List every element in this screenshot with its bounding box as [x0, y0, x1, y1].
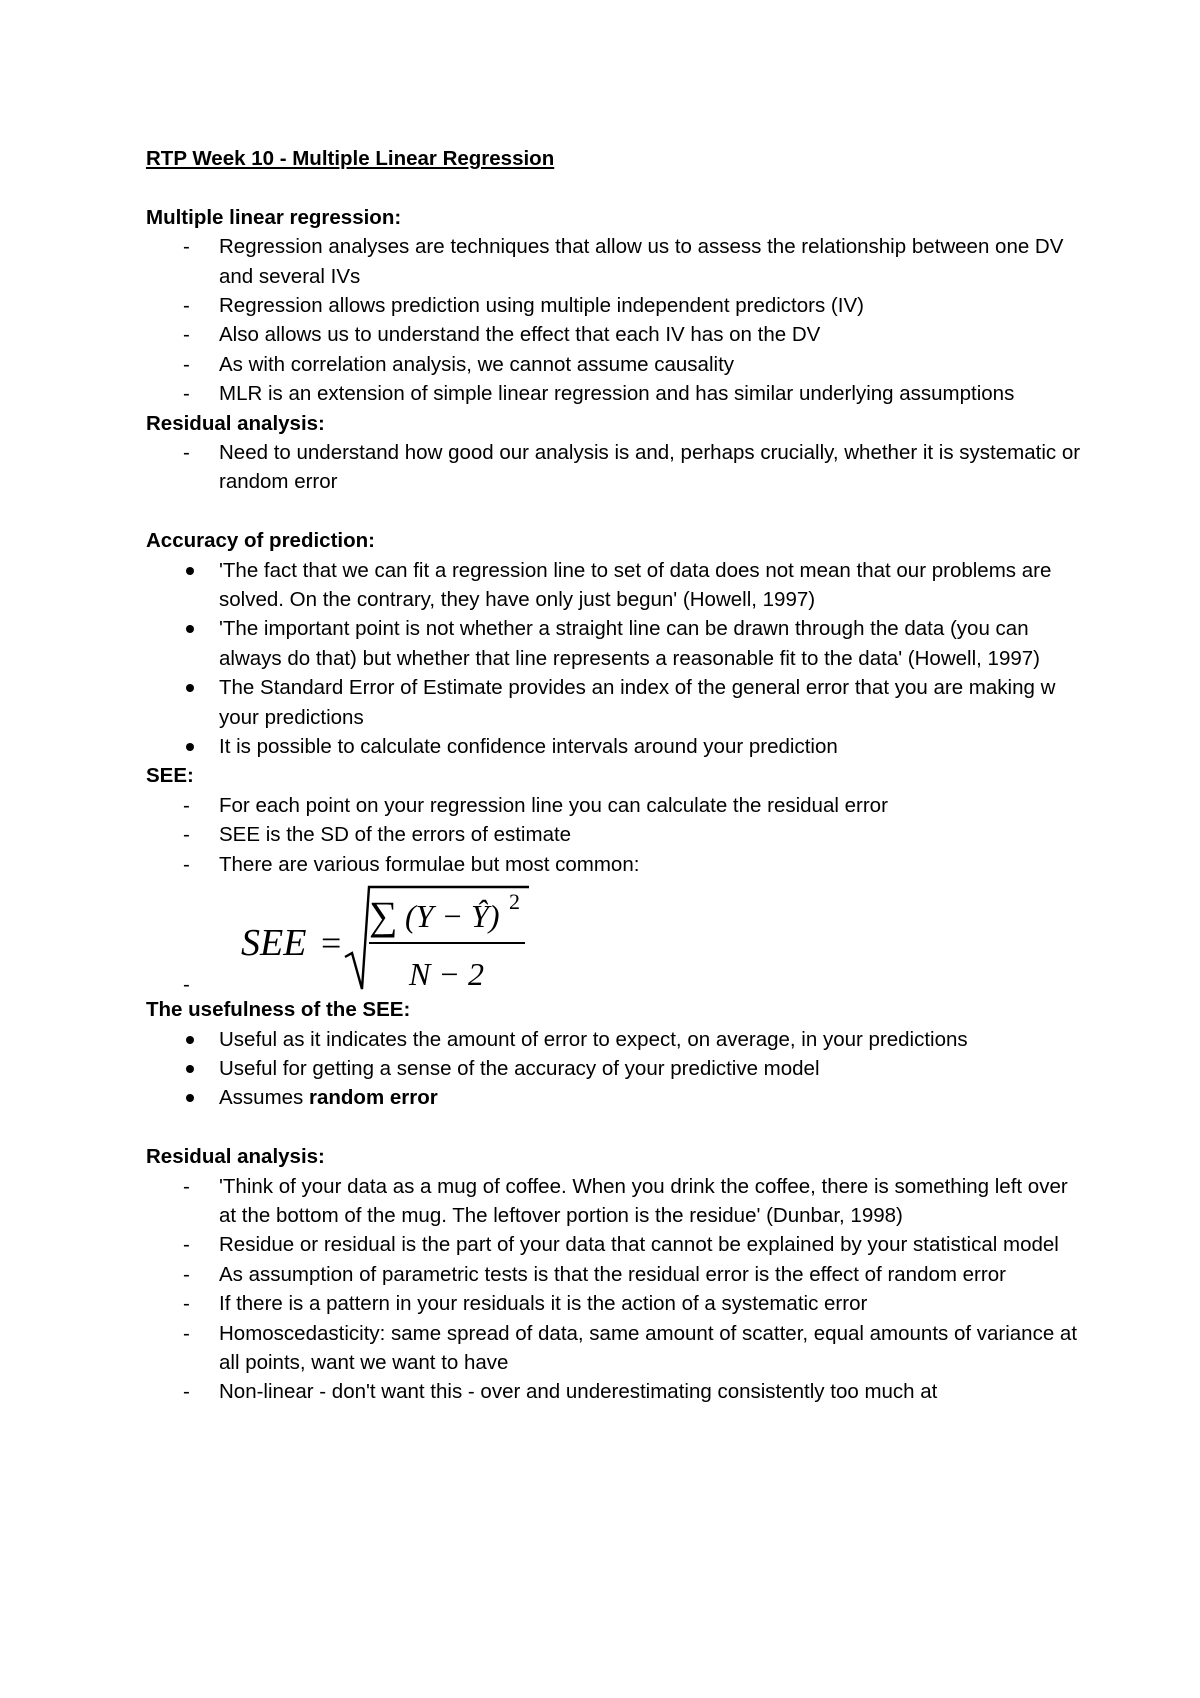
list-item: - As with correlation analysis, we cannot assume causality	[146, 350, 1086, 379]
list-item: - Need to understand how good our analysis is and, perhaps crucially, whether it is systematic or random error	[146, 438, 1086, 497]
dash-marker	[183, 379, 203, 408]
bullet-marker	[186, 684, 194, 692]
list-item: 'The fact that we can fit a regression line to set of data does not mean that our problems are solved. On the contrary, they have only just begun' (Howell, 1997)	[146, 556, 1086, 615]
list-item: - Regression allows prediction using multiple independent predictors (IV)	[146, 291, 1086, 320]
dash-marker	[183, 791, 203, 820]
list-see	[146, 791, 1086, 879]
dash-marker: -	[183, 972, 190, 996]
list-item: - If there is a pattern in your residuals it is the action of a systematic error	[146, 1289, 1086, 1318]
heading-see: SEE:	[146, 764, 194, 788]
dash-marker	[183, 350, 203, 379]
list-item: - MLR is an extension of simple linear regression and has similar underlying assumptions	[146, 379, 1086, 408]
list-item: - For each point on your regression line you can calculate the residual error	[146, 791, 1086, 820]
document-title: RTP Week 10 - Multiple Linear Regression	[146, 147, 555, 170]
formula-numerator: (Y − Ŷ)	[405, 898, 500, 935]
list-item: - As assumption of parametric tests is that the residual error is the effect of random error	[146, 1260, 1086, 1289]
dash-marker	[183, 320, 203, 349]
see-formula	[241, 883, 561, 993]
dash-marker	[183, 291, 203, 320]
list-mlr	[146, 232, 1086, 408]
list-item: - Also allows us to understand the effect that each IV has on the DV	[146, 320, 1086, 349]
list-item: Useful as it indicates the amount of error to expect, on average, in your predictions	[146, 1025, 1086, 1054]
list-item: 'The important point is not whether a straight line can be drawn through the data (you can always do that) but whether that line represents a reasonable fit to the data' (Howell, 1997)	[146, 614, 1086, 673]
dash-marker	[183, 438, 203, 467]
formula-sum: ∑	[369, 893, 398, 939]
heading-usefulness-of-see: The usefulness of the SEE:	[146, 998, 411, 1022]
bullet-marker	[186, 567, 194, 575]
list-item: - Non-linear - don't want this - over and underestimating consistently too much at	[146, 1377, 1086, 1406]
bullet-marker	[186, 1065, 194, 1073]
dash-marker	[183, 1377, 203, 1406]
heading-residual-analysis-1: Residual analysis:	[146, 411, 325, 435]
list-item: The Standard Error of Estimate provides an index of the general error that you are making w your predictions	[146, 673, 1086, 732]
formula-equals: =	[321, 923, 342, 964]
heading-residual-analysis-2: Residual analysis:	[146, 1145, 325, 1169]
bullet-marker	[186, 1036, 194, 1044]
list-item: It is possible to calculate confidence intervals around your prediction	[146, 732, 1086, 761]
list-usefulness	[146, 1025, 1086, 1113]
dash-marker	[183, 1289, 203, 1318]
heading-accuracy-of-prediction: Accuracy of prediction:	[146, 529, 375, 553]
dash-marker	[183, 232, 203, 261]
dash-marker	[183, 850, 203, 879]
list-residual-2	[146, 1172, 1086, 1407]
bold-text: random error	[309, 1086, 438, 1110]
list-item: Assumes random error	[146, 1083, 1086, 1112]
list-accuracy	[146, 556, 1086, 762]
formula-row	[146, 879, 1086, 995]
dash-marker	[183, 1172, 203, 1201]
formula-denominator: N − 2	[409, 956, 484, 993]
dash-marker	[183, 1230, 203, 1259]
dash-marker	[183, 1319, 203, 1348]
list-item: - SEE is the SD of the errors of estimate	[146, 820, 1086, 849]
list-item: - 'Think of your data as a mug of coffee. When you drink the coffee, there is something left over at the bottom of the mug. The leftover portion is the residue' (Dunbar, 1998)	[146, 1172, 1086, 1231]
dash-marker	[183, 820, 203, 849]
list-item: - Residue or residual is the part of your data that cannot be explained by your statistical model	[146, 1230, 1086, 1259]
formula-exponent: 2	[509, 889, 520, 915]
formula-lhs: SEE	[241, 922, 307, 965]
list-item: - There are various formulae but most common:	[146, 850, 1086, 879]
list-item: Useful for getting a sense of the accuracy of your predictive model	[146, 1054, 1086, 1083]
list-residual-1	[146, 438, 1086, 497]
bullet-marker	[186, 743, 194, 751]
document-page	[146, 144, 1086, 1407]
list-item: - Regression analyses are techniques that allow us to assess the relationship between one DV and several IVs	[146, 232, 1086, 291]
dash-marker	[183, 1260, 203, 1289]
list-item: - Homoscedasticity: same spread of data, same amount of scatter, equal amounts of variance at all points, want we want to have	[146, 1319, 1086, 1378]
bullet-marker	[186, 625, 194, 633]
bullet-marker	[186, 1094, 194, 1102]
heading-multiple-linear-regression: Multiple linear regression:	[146, 205, 402, 229]
